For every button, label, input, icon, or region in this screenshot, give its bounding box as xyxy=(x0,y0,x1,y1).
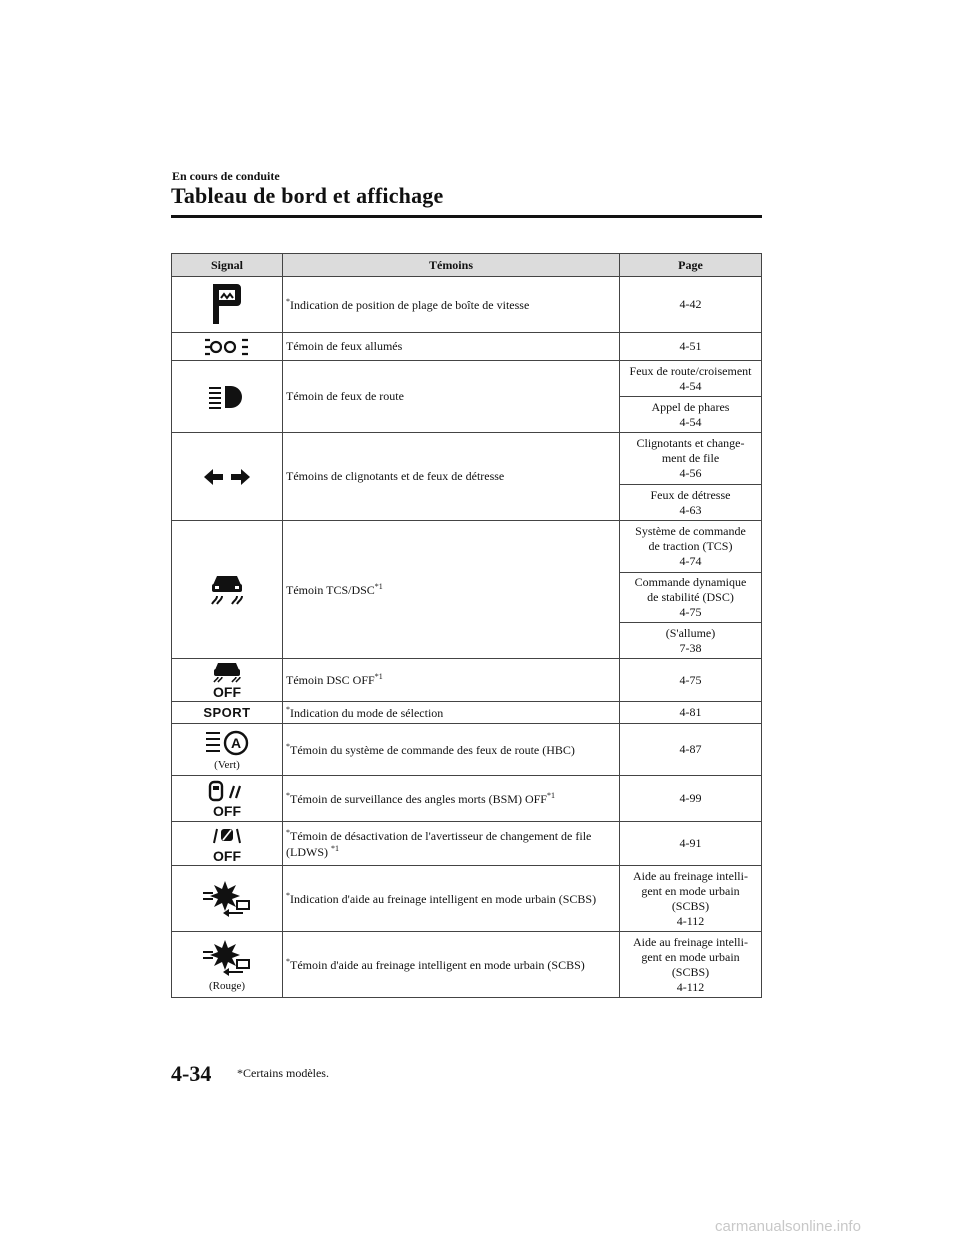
row-text: Témoin de désactivation de l'avertisseur de changement de file (LDWS) xyxy=(286,828,592,859)
table-row xyxy=(172,521,762,573)
row-text: Témoin d'aide au freinage intelligent en mode urbain (SCBS) xyxy=(290,957,585,972)
row-text: Témoin de surveillance des angles morts (BSM) OFF xyxy=(290,791,547,806)
header-page: Page xyxy=(620,254,762,277)
row-text: Témoin de feux allumés xyxy=(286,339,403,353)
table-row xyxy=(172,776,762,822)
row-text: Témoin TCS/DSC xyxy=(286,582,375,597)
row-text: Indication du mode de sélection xyxy=(290,705,444,720)
table-row xyxy=(172,277,762,333)
model-asterisk: * xyxy=(286,741,290,751)
ldws-off-label: OFF xyxy=(213,847,241,863)
page-ref: (S'allume) 7-38 xyxy=(620,623,762,659)
table-row xyxy=(172,822,762,866)
page-number: 4-34 xyxy=(171,1061,212,1086)
page-ref: Commande dynamique de stabilité (DSC) 4-75 xyxy=(620,573,762,623)
footnote-ref: *1 xyxy=(331,843,339,853)
table-row xyxy=(172,702,762,724)
page-ref: Système de commande de traction (TCS) 4-74 xyxy=(620,521,762,573)
section-label: En cours de conduite xyxy=(172,169,280,183)
model-asterisk: * xyxy=(286,704,290,714)
row-text: Témoin DSC OFF xyxy=(286,673,375,687)
model-asterisk: * xyxy=(286,296,290,306)
turn-signal-icon xyxy=(202,467,252,487)
page-ref: 4-81 xyxy=(620,702,762,724)
bsm-off-label: OFF xyxy=(213,802,241,818)
table-row xyxy=(172,724,762,776)
header-signal: Signal xyxy=(172,254,283,277)
model-asterisk: * xyxy=(286,956,290,966)
bsm-off-icon xyxy=(204,780,250,818)
lights-on-icon xyxy=(203,336,251,358)
high-beam-icon xyxy=(207,384,247,410)
page-ref: Clignotants et change- ment de file 4-56 xyxy=(620,433,762,485)
page-ref: Aide au freinage intelli- gent en mode urbain (SCBS) 4-112 xyxy=(620,866,762,932)
table-row xyxy=(172,932,762,998)
page-title: Tableau de bord et affichage xyxy=(171,183,444,208)
row-text: Témoin de feux de route xyxy=(286,389,404,403)
gear-range-indicator-icon xyxy=(207,280,247,330)
model-asterisk: * xyxy=(286,790,290,800)
page-ref: Aide au freinage intelli- gent en mode urbain (SCBS) 4-112 xyxy=(620,932,762,998)
page-ref: 4-99 xyxy=(620,776,762,822)
table-row xyxy=(172,333,762,361)
page-ref: Feux de détresse 4-63 xyxy=(620,485,762,521)
table-header-row xyxy=(172,254,762,277)
row-text: Indication de position de plage de boîte de vitesse xyxy=(290,297,530,312)
footnote-ref: *1 xyxy=(546,790,555,800)
title-divider xyxy=(171,215,762,218)
page-ref: 4-91 xyxy=(620,822,762,866)
signal-table xyxy=(171,253,762,998)
footnote: *Certains modèles. xyxy=(237,1066,329,1080)
ldws-off-icon xyxy=(207,825,247,863)
page-ref: Appel de phares 4-54 xyxy=(620,397,762,433)
table-row xyxy=(172,433,762,485)
page-ref: 4-87 xyxy=(620,724,762,776)
footnote-ref: *1 xyxy=(374,581,383,591)
scbs-icon xyxy=(201,879,253,919)
dsc-off-icon xyxy=(206,661,248,699)
sport-icon: SPORT xyxy=(203,705,251,721)
icon-caption: (Rouge) xyxy=(208,979,246,992)
model-asterisk: * xyxy=(286,890,290,900)
icon-caption: (Vert) xyxy=(214,758,240,771)
svg-text:A: A xyxy=(230,734,242,751)
page-ref: Feux de route/croisement 4-54 xyxy=(620,361,762,397)
page-ref: 4-75 xyxy=(620,659,762,702)
row-text: Témoin du système de commande des feux de route (HBC) xyxy=(290,742,575,757)
watermark: carmanualsonline.info xyxy=(715,1218,861,1235)
table-row xyxy=(172,659,762,702)
header-temoins: Témoins xyxy=(283,254,620,277)
hbc-icon xyxy=(204,729,250,757)
row-text: Témoins de clignotants et de feux de détresse xyxy=(286,469,505,483)
page-ref: 4-51 xyxy=(620,333,762,361)
table-row xyxy=(172,361,762,397)
tcs-dsc-icon xyxy=(207,572,247,608)
row-text: Indication d'aide au freinage intelligent en mode urbain (SCBS) xyxy=(290,891,597,906)
page-ref: 4-42 xyxy=(620,277,762,333)
table-row xyxy=(172,866,762,932)
model-asterisk: * xyxy=(286,827,290,837)
scbs-red-icon xyxy=(201,938,253,978)
svg-text:OFF: OFF xyxy=(213,684,241,699)
footnote-ref: *1 xyxy=(374,672,383,681)
